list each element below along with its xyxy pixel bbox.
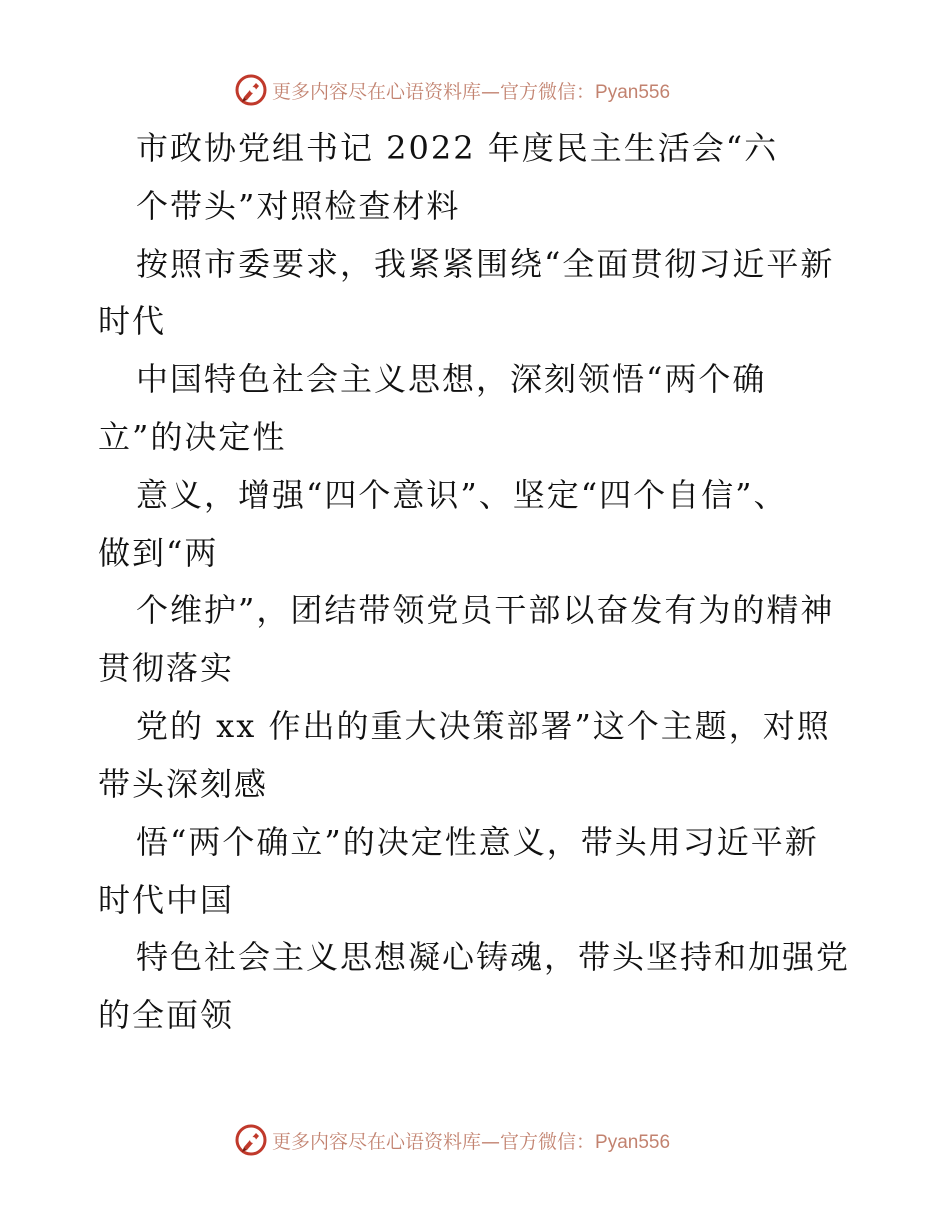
document-line: 时代 [98,302,167,340]
document-line: 个带头”对照检查材料 [136,187,461,225]
document-line: 的全面领 [98,996,235,1034]
header-banner-contact-label: 官方微信： [500,80,596,103]
document-line: 悟“两个确立”的决定性意义，带头用习近平新 [136,823,819,861]
document-line: 市政协党组书记 2022 年度民主生活会“六 [136,129,779,167]
footer-banner-contact-label: 官方微信： [500,1130,596,1153]
header-banner-separator: — [481,80,501,103]
pen-logo-icon [234,1123,268,1157]
document-line: 特色社会主义思想凝心铸魂，带头坚持和加强党 [136,938,851,976]
footer-banner-text [272,1127,670,1154]
footer-banner-slogan: 更多内容尽在心语资料库 [272,1130,482,1153]
document-line: 按照市委要求，我紧紧围绕“全面贯彻习近平新 [136,245,835,283]
document-line: 带头深刻感 [98,765,269,803]
document-line: 贯彻落实 [98,649,235,687]
document-line: 立”的决定性 [98,418,287,456]
footer-banner-contact-id: Pyan556 [595,1131,671,1153]
document-line: 意义，增强“四个意识”、坚定“四个自信”、 [136,476,788,514]
pen-logo-icon [234,73,268,107]
header-banner [234,73,670,107]
footer-banner [234,1123,670,1157]
document-line: 做到“两 [98,534,219,572]
document-line: 中国特色社会主义思想，深刻领悟“两个确 [136,360,767,398]
footer-banner-separator: — [481,1130,501,1153]
document-line: 个维护”，团结带领党员干部以奋发有为的精神 [136,591,835,629]
document-line: 时代中国 [98,881,235,919]
header-banner-text [272,77,670,104]
document-line: 党的 xx 作出的重大决策部署”这个主题，对照 [136,707,831,745]
header-banner-slogan: 更多内容尽在心语资料库 [272,80,482,103]
header-banner-contact-id: Pyan556 [595,81,671,103]
